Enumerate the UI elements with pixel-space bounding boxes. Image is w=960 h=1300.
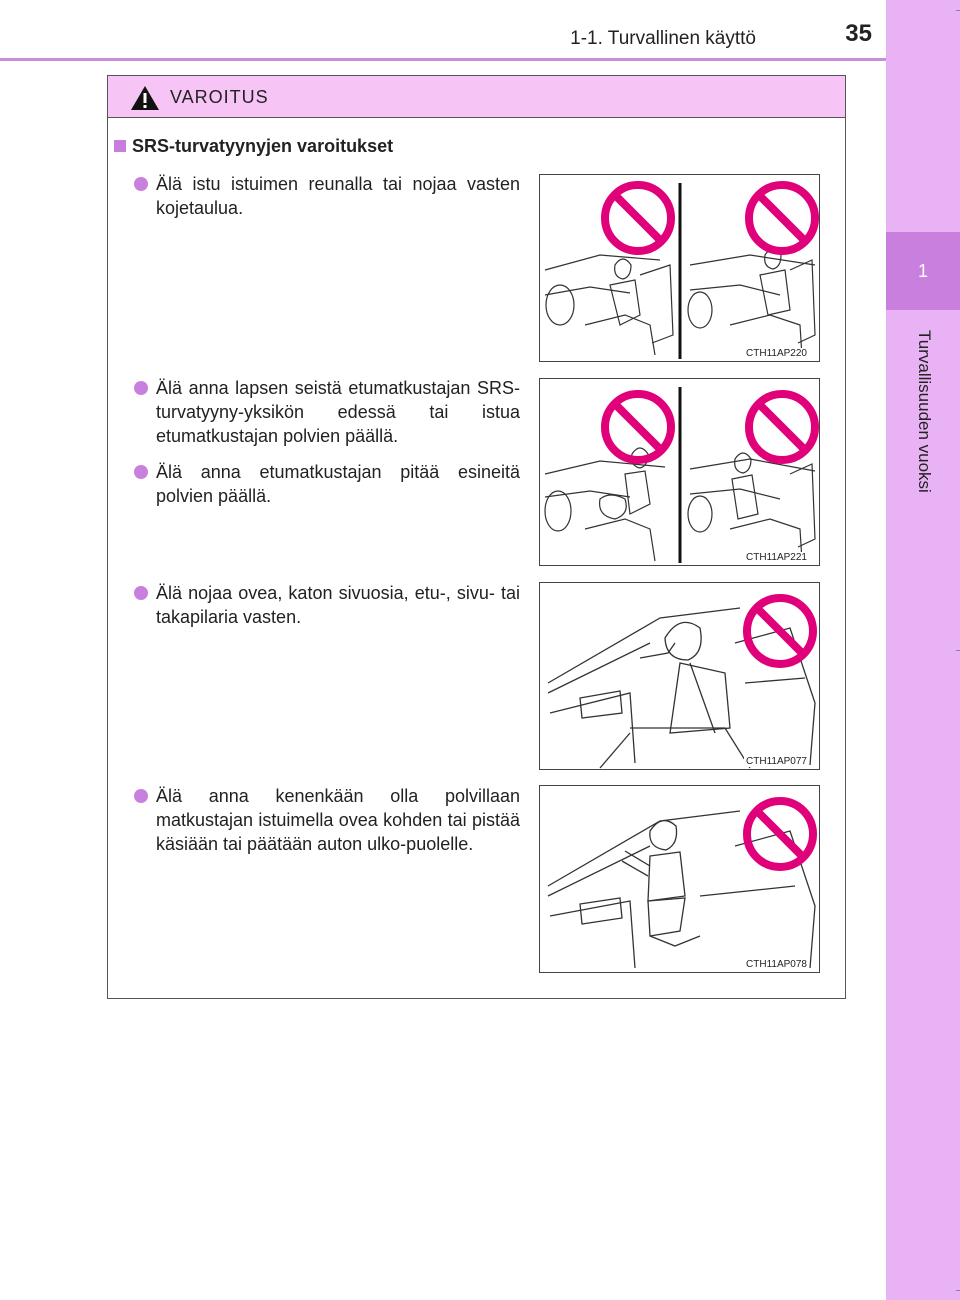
car-interior-illustration [540, 379, 820, 566]
warning-bullet [134, 376, 520, 448]
warning-bullet-text: Älä nojaa ovea, katon sivuosia, etu-, sivu- tai takapilaria vasten. [156, 583, 520, 627]
illustration-code: CTH11AP221 [746, 552, 807, 563]
chapter-side-tab [886, 0, 960, 1300]
warning-label: VAROITUS [170, 87, 269, 107]
crop-mark [956, 1290, 960, 1291]
warning-bullet-text: Älä anna kenenkään olla polvillaan matkustajan istuimella ovea kohden tai pistää käsiään tai päätään auton ulko-puolelle. [156, 786, 520, 854]
header-section-title: 1-1. Turvallinen käyttö [570, 28, 756, 49]
prohibited-icon-right [749, 185, 815, 251]
crop-mark [956, 10, 960, 11]
prohibited-icon [747, 598, 813, 664]
page-number: 35 [845, 20, 872, 47]
warning-triangle-icon [130, 85, 160, 111]
square-bullet-icon [114, 140, 126, 152]
prohibited-icon-left [605, 185, 671, 251]
section-heading-text: SRS-turvatyynyjen varoitukset [132, 136, 394, 156]
illustration-child-standing [539, 378, 820, 566]
crop-mark [956, 650, 960, 651]
illustration-code: CTH11AP077 [746, 756, 807, 767]
header-divider [0, 58, 886, 61]
prohibited-icon-left [605, 394, 671, 460]
section-heading [114, 136, 393, 157]
bullet-dot-icon [134, 465, 148, 479]
warning-bullet-text: Älä anna lapsen seistä etumatkustajan SRS-turvatyyny-yksikön edessä tai istua etumatkustajan polvien päällä. [156, 378, 520, 446]
car-interior-illustration [540, 786, 820, 973]
illustration-code: CTH11AP078 [746, 959, 807, 970]
chapter-title: Turvallisuuden vuoksi [915, 330, 934, 493]
warning-bullet [134, 460, 520, 508]
warning-bullet-text: Älä istu istuimen reunalla tai nojaa vasten kojetaulua. [156, 174, 520, 218]
bullet-dot-icon [134, 381, 148, 395]
warning-bullet-text: Älä anna etumatkustajan pitää esineitä polvien päällä. [156, 462, 520, 506]
illustration-code: CTH11AP220 [746, 348, 807, 359]
chapter-number: 1 [886, 232, 960, 310]
warning-bullet [134, 581, 520, 629]
prohibited-icon-right [749, 394, 815, 460]
bullet-dot-icon [134, 586, 148, 600]
bullet-dot-icon [134, 177, 148, 191]
car-interior-illustration [540, 583, 820, 770]
warning-header [108, 76, 845, 118]
page-header [0, 0, 886, 60]
illustration-leaning-door [539, 582, 820, 770]
illustration-kneeling [539, 785, 820, 973]
prohibited-icon [747, 801, 813, 867]
warning-bullet [134, 784, 520, 856]
illustration-seat-edge [539, 174, 820, 362]
warning-bullet [134, 172, 520, 220]
bullet-dot-icon [134, 789, 148, 803]
car-interior-illustration [540, 175, 820, 362]
